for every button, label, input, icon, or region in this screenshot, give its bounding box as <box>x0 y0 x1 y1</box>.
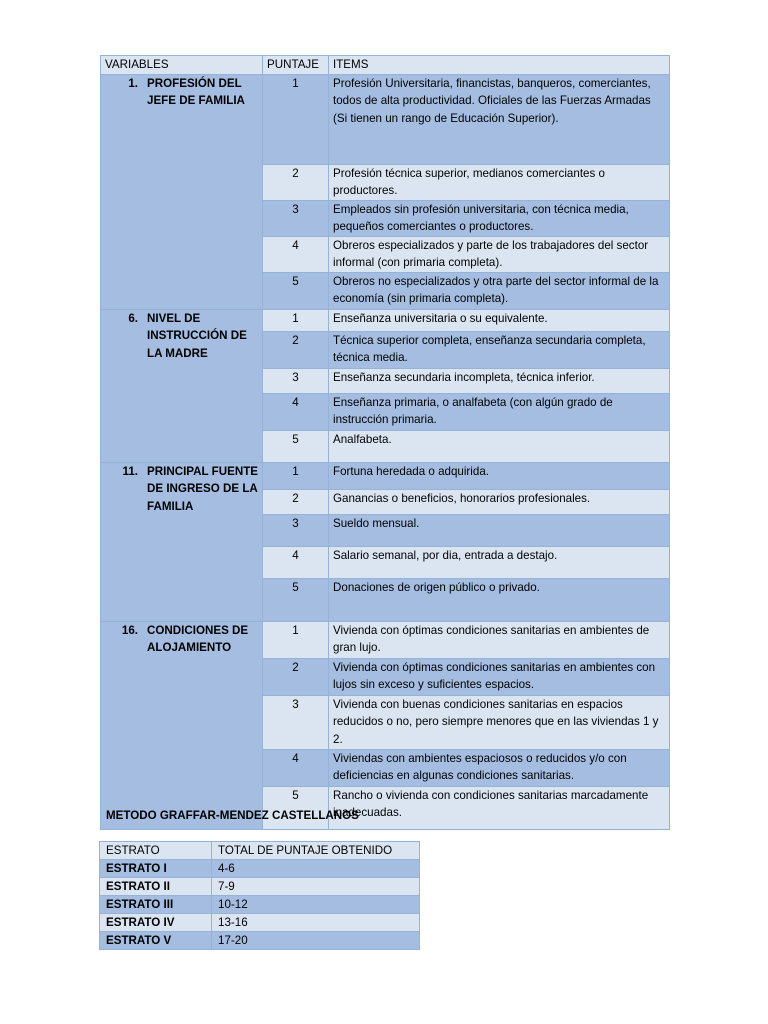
item-cell: Fortuna heredada o adquirida. <box>329 462 670 489</box>
strata-range: 17-20 <box>212 932 420 950</box>
variable-number: 1. <box>128 76 138 90</box>
variable-cell <box>101 462 263 621</box>
score-cell: 5 <box>263 786 329 829</box>
variable-cell <box>101 74 263 309</box>
strata-header-row <box>100 842 420 860</box>
score-cell: 5 <box>263 272 329 309</box>
score-cell: 4 <box>263 546 329 578</box>
item-cell: Analfabeta. <box>329 430 670 462</box>
item-cell: Vivienda con buenas condiciones sanitarias en espacios reducidos o no, pero siempre menores que en las viviendas 1 y 2. <box>329 695 670 749</box>
variable-number: 16. <box>121 623 138 637</box>
item-cell: Rancho o vivienda con condiciones sanitarias marcadamente inadecuadas. <box>329 786 670 829</box>
score-cell: 1 <box>263 462 329 489</box>
item-cell: Vivienda con óptimas condiciones sanitarias en ambientes con lujos sin exceso y suficientes espacios. <box>329 658 670 695</box>
strata-row <box>100 932 420 950</box>
variable-label: PROFESIÓN DEL JEFE DE FAMILIA <box>147 76 245 107</box>
item-cell: Salario semanal, por dia, entrada a destajo. <box>329 546 670 578</box>
score-cell: 4 <box>263 236 329 272</box>
header-items: ITEMS <box>329 56 670 75</box>
variable-cell <box>101 621 263 829</box>
strata-label: ESTRATO V <box>100 932 212 950</box>
header-variables: VARIABLES <box>101 56 263 75</box>
item-cell: Ganancias o beneficios, honorarios profesionales. <box>329 489 670 514</box>
strata-range: 10-12 <box>212 896 420 914</box>
item-cell: Donaciones de origen público o privado. <box>329 578 670 621</box>
score-cell: 1 <box>263 309 329 331</box>
item-cell: Profesión técnica superior, medianos comerciantes o productores. <box>329 164 670 200</box>
header-estrato: ESTRATO <box>100 842 212 860</box>
item-cell: Enseñanza universitaria o su equivalente. <box>329 309 670 331</box>
item-cell: Enseñanza secundaria incompleta, técnica inferior. <box>329 368 670 393</box>
strata-label: ESTRATO I <box>100 860 212 878</box>
strata-label: ESTRATO III <box>100 896 212 914</box>
strata-row <box>100 878 420 896</box>
table-row <box>101 74 670 164</box>
item-cell: Empleados sin profesión universitaria, con técnica media, pequeños comerciantes o productores. <box>329 200 670 236</box>
score-cell: 5 <box>263 430 329 462</box>
variable-label: PRINCIPAL FUENTE DE INGRESO DE LA FAMILIA <box>147 464 259 513</box>
score-cell: 4 <box>263 749 329 786</box>
table-row <box>101 462 670 489</box>
score-cell: 2 <box>263 331 329 368</box>
table-row <box>101 309 670 331</box>
score-cell: 2 <box>263 489 329 514</box>
strata-table <box>99 841 420 950</box>
score-cell: 3 <box>263 368 329 393</box>
header-puntaje: PUNTAJE <box>263 56 329 75</box>
score-cell: 4 <box>263 393 329 430</box>
variable-number: 11. <box>122 464 138 478</box>
item-cell: Viviendas con ambientes espaciosos o reducidos y/o con deficiencias en algunas condiciones sanitarias. <box>329 749 670 786</box>
score-cell: 3 <box>263 514 329 546</box>
item-cell: Profesión Universitaria, financistas, banqueros, comerciantes, todos de alta productividad. Oficiales de las Fuerzas Armadas (Si tienen un rango de Educación Superior). <box>329 74 670 164</box>
item-cell: Técnica superior completa, enseñanza secundaria completa, técnica media. <box>329 331 670 368</box>
variable-label: NIVEL DE INSTRUCCIÓN DE LA MADRE <box>147 311 247 360</box>
table-header-row <box>101 56 670 75</box>
item-cell: Obreros no especializados y otra parte del sector informal de la economía (sin primaria completa). <box>329 272 670 309</box>
strata-label: ESTRATO II <box>100 878 212 896</box>
score-cell: 3 <box>263 695 329 749</box>
strata-row <box>100 914 420 932</box>
strata-row <box>100 896 420 914</box>
strata-range: 7-9 <box>212 878 420 896</box>
variable-cell <box>101 309 263 462</box>
strata-row <box>100 860 420 878</box>
score-cell: 1 <box>263 74 329 164</box>
strata-range: 4-6 <box>212 860 420 878</box>
item-cell: Vivienda con óptimas condiciones sanitarias en ambientes de gran lujo. <box>329 621 670 658</box>
strata-label: ESTRATO IV <box>100 914 212 932</box>
item-cell: Obreros especializados y parte de los trabajadores del sector informal (con primaria completa). <box>329 236 670 272</box>
score-cell: 2 <box>263 658 329 695</box>
score-cell: 5 <box>263 578 329 621</box>
score-cell: 2 <box>263 164 329 200</box>
variable-label: CONDICIONES DE ALOJAMIENTO <box>147 623 249 654</box>
item-cell: Enseñanza primaria, o analfabeta (con algún grado de instrucción primaria. <box>329 393 670 430</box>
item-cell: Sueldo mensual. <box>329 514 670 546</box>
score-cell: 1 <box>263 621 329 658</box>
header-total: TOTAL DE PUNTAJE OBTENIDO <box>212 842 420 860</box>
graffar-variables-table <box>100 55 670 830</box>
variable-number: 6. <box>128 311 138 325</box>
table-row <box>101 621 670 658</box>
score-cell: 3 <box>263 200 329 236</box>
strata-range: 13-16 <box>212 914 420 932</box>
method-title: METODO GRAFFAR-MENDEZ CASTELLANOS <box>106 809 359 822</box>
